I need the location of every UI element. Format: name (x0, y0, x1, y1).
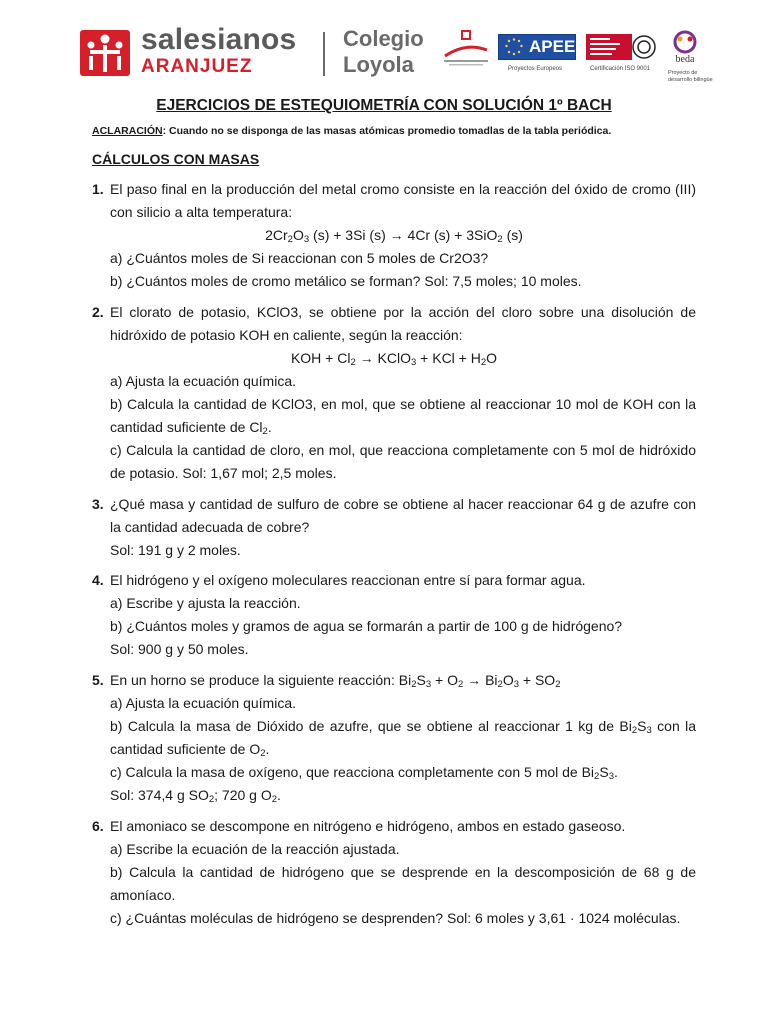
exercise-part-b: b) ¿Cuántos moles de cromo metálico se forman? Sol: 7,5 moles; 10 moles. (110, 273, 582, 289)
exercise-number: 6. (92, 818, 104, 834)
exercise-intro: El amoniaco se descompone en nitrógeno e hidrógeno, ambos en estado gaseoso. (110, 818, 626, 834)
school-name-line1: Colegio (343, 26, 424, 51)
logo-name: salesianos (141, 23, 297, 56)
exercise-4 (92, 569, 696, 661)
exercise-number: 3. (92, 496, 104, 512)
iso-caption: Certificación ISO 9001 (590, 66, 651, 72)
exercise-number: 4. (92, 572, 104, 588)
clarification-text: : Cuando no se disponga de las masas atómicas promedio tomadlas de la tabla periódica. (162, 125, 612, 137)
apee-caption: Proyectos Europeos (508, 66, 563, 72)
iso-certification-icon (586, 34, 656, 60)
exercise-part-b: b) Calcula la cantidad de KClO3, en mol, que se obtiene al reaccionar 10 mol de KOH con la cantidad suficiente de $Cl_2$. (110, 396, 696, 437)
exercise-6 (92, 815, 696, 930)
apee-label: APEE (529, 37, 576, 56)
logo-city: ARANJUEZ (141, 56, 253, 77)
exercise-part-c: c) Calcula la cantidad de cloro, en mol, que reacciona completamente con 5 mol de hidróxido de potasio. Sol: 1,67 mol; 2,5 moles. (110, 442, 696, 481)
exercise-part-a: a) ¿Cuántos moles de Si reaccionan con 5 moles de Cr2O3? (110, 250, 489, 266)
page-title: EJERCICIOS DE ESTEQUIOMETRÍA CON SOLUCIÓN 1º BACH (156, 97, 612, 114)
exercise-part-a: a) Escribe la ecuación de la reacción ajustada. (110, 841, 400, 857)
school-name-line2: Loyola (343, 52, 414, 77)
apee-badge (498, 34, 576, 60)
eu-stars-icon (502, 37, 526, 57)
beda-caption-line2: desarrollo bilingüe (668, 77, 713, 83)
exercise-part-a: a) Ajusta la ecuación química. (110, 695, 296, 711)
exercise-number: 5. (92, 672, 104, 688)
exercise-intro: En un horno se produce la siguiente reacción: $Bi_2S_3 + O_2 \to Bi_2O_3 + SO_2$ (110, 672, 561, 690)
header (0, 0, 768, 92)
exercise-5 (92, 669, 696, 807)
exercise-intro: El clorato de potasio, KClO3, se obtiene por la acción del cloro sobre una disolución de hidróxido de potasio KOH en caliente, según la reacción: (110, 304, 696, 343)
exercise-solution: Sol: 900 g y 50 moles. (110, 641, 249, 657)
beda-logo-icon (665, 28, 705, 68)
exercise-2 (92, 301, 696, 485)
exercise-part-b: b) ¿Cuántos moles y gramos de agua se formarán a partir de 100 g de hidrógeno? (110, 618, 623, 634)
exercise-number: 2. (92, 304, 104, 320)
chemical-equation: KOH + $Cl_2$ → KClO$_3$ + KCl + $H_2O$ (290, 350, 498, 368)
exercise-solution: Sol: 374,4 g $SO_2$; 720 g $O_2$. (110, 787, 281, 805)
exercise-part-a: a) Ajusta la ecuación química. (110, 373, 296, 389)
exercise-1 (92, 178, 696, 293)
exercise-part-c: c) ¿Cuántas moléculas de hidrógeno se desprenden? Sol: 6 moles y 3,61 · 1024 moléculas. (110, 910, 681, 926)
exercise-3 (92, 493, 696, 562)
exercise-part-b: b) Calcula la cantidad de hidrógeno que se desprende en la descomposición de 68 g de amoníaco. (110, 864, 696, 903)
exercise-intro: El hidrógeno y el oxígeno moleculares reaccionan entre sí para formar agua. (110, 572, 586, 588)
clarification-note (92, 124, 611, 138)
exercise-intro: ¿Qué masa y cantidad de sulfuro de cobre se obtiene al hacer reaccionar 64 g de azufre con la cantidad adecuada de cobre? (110, 496, 696, 535)
exercise-solution: Sol: 191 g y 2 moles. (110, 542, 241, 558)
beda-caption-line1: Proyecto de (668, 70, 698, 76)
exercise-part-a: a) Escribe y ajusta la reacción. (110, 595, 301, 611)
salesianos-logo-icon (80, 30, 130, 76)
excellence-logo-icon (441, 30, 491, 70)
section-heading: CÁLCULOS CON MASAS (92, 151, 260, 167)
header-divider (323, 32, 325, 76)
exercise-part-c: c) Calcula la masa de oxígeno, que reacciona completamente con 5 mol de $Bi_2S_3$. (110, 764, 618, 782)
exercise-intro: El paso final en la producción del metal cromo consiste en la reacción del óxido de cromo (III) con silicio a alta temperatura: (110, 181, 696, 220)
exercise-part-b: b) Calcula la masa de Dióxido de azufre, que se obtiene al reaccionar 1 kg de $Bi_2S_3$ con la cantidad suficiente de $O_2$. (110, 718, 696, 759)
svg-text:beda: beda (675, 54, 695, 65)
chemical-equation: $2Cr_2O_3$ (s) + 3Si (s) → 4Cr (s) + 3SiO$_2$ (s) (265, 227, 523, 245)
clarification-label: ACLARACIÓN (92, 125, 163, 137)
exercise-number: 1. (92, 181, 104, 197)
